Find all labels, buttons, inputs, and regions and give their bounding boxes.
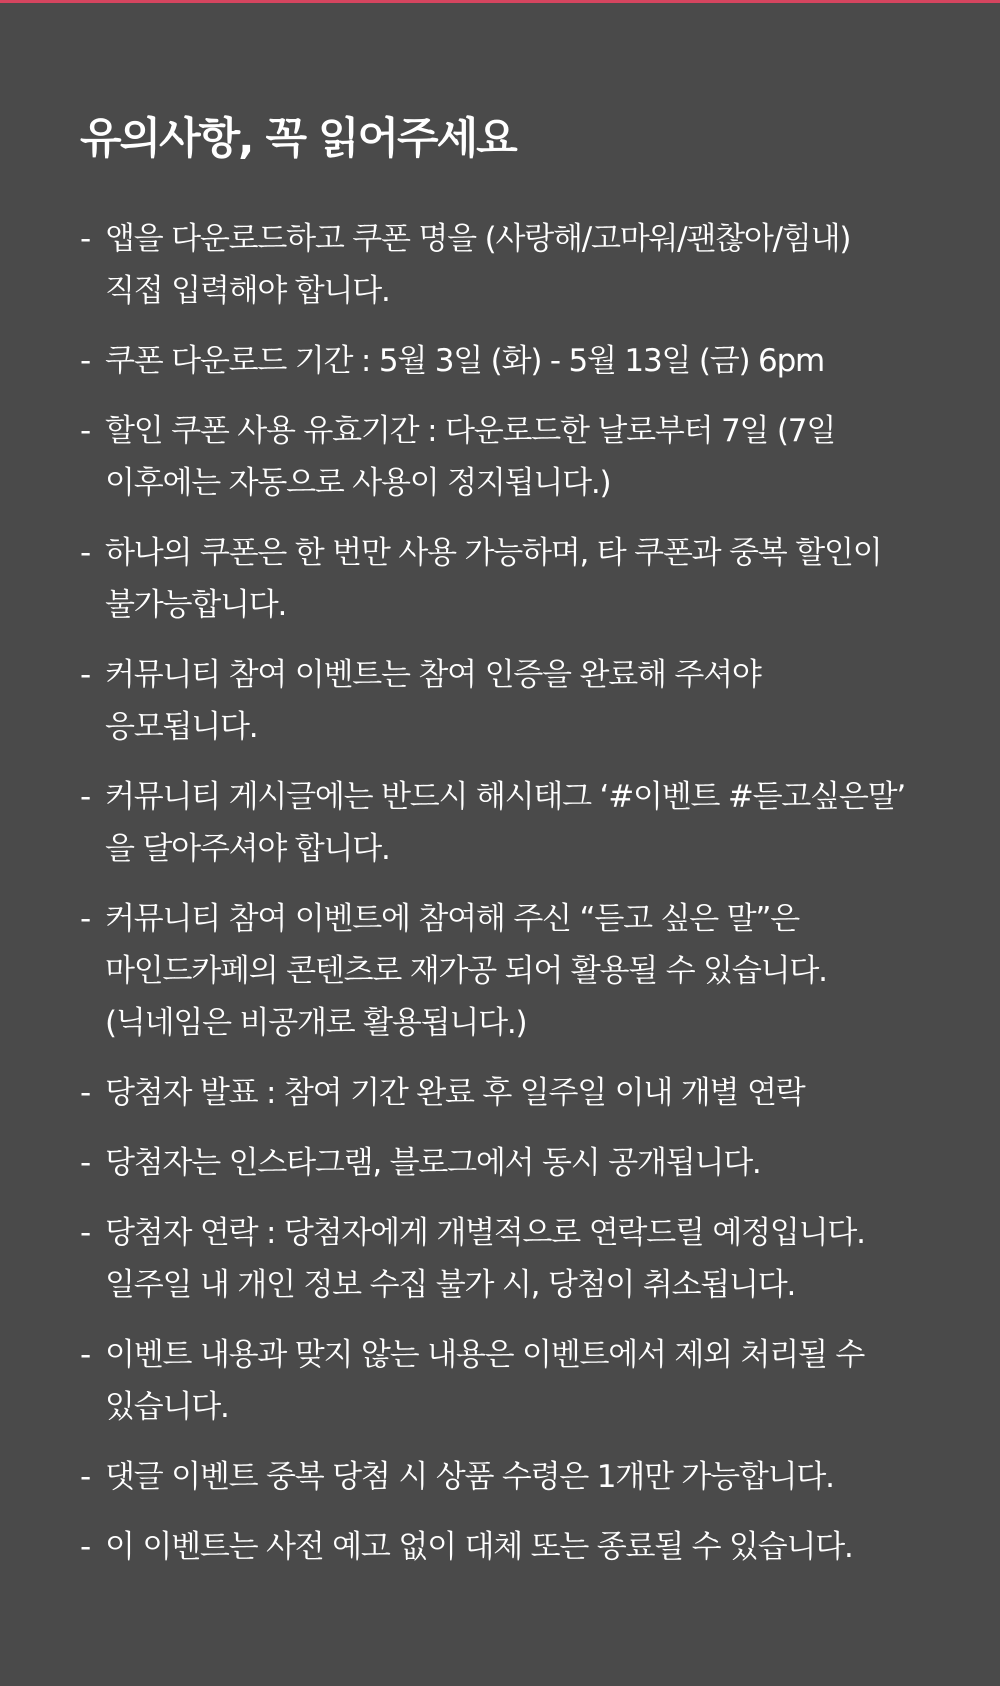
notice-item-text-line: 당첨자 발표 : 참여 기간 완료 후 일주일 이내 개별 연락 (105, 1075, 805, 1111)
notice-bullet: - (80, 779, 90, 815)
notice-item (80, 213, 940, 317)
notice-bullet: - (80, 413, 90, 449)
notice-item (80, 1329, 940, 1433)
notice-item-text-line: 하나의 쿠폰은 한 번만 사용 가능하며, 타 쿠폰과 중복 할인이 (105, 535, 882, 571)
notice-bullet: - (80, 1337, 90, 1373)
notice-bullet: - (80, 657, 90, 693)
notice-item (80, 1137, 940, 1189)
notice-item (80, 893, 940, 1049)
top-accent-border (0, 0, 1000, 3)
notice-bullet: - (80, 343, 90, 379)
notice-item-text-line: 있습니다. (105, 1389, 229, 1425)
notice-item (80, 649, 940, 753)
notice-item (80, 1451, 940, 1503)
notice-title: 유의사항, 꼭 읽어주세요 (80, 114, 516, 164)
notice-item-text-line: 이후에는 자동으로 사용이 정지됩니다.) (105, 465, 611, 501)
notice-list (80, 213, 940, 1573)
notice-item-text-line: 이벤트 내용과 맞지 않는 내용은 이벤트에서 제외 처리될 수 (105, 1337, 865, 1373)
notice-item-text-line: 당첨자 연락 : 당첨자에게 개별적으로 연락드릴 예정입니다. (105, 1215, 865, 1251)
notice-bullet: - (80, 901, 90, 937)
notice-item (80, 1207, 940, 1311)
notice-bullet: - (80, 1529, 90, 1565)
notice-item-text-line: 불가능합니다. (105, 587, 287, 623)
notice-bullet: - (80, 1075, 90, 1111)
notice-bullet: - (80, 1145, 90, 1181)
notice-bullet: - (80, 1459, 90, 1495)
notice-bullet: - (80, 1215, 90, 1251)
notice-item-text-line: 마인드카페의 콘텐츠로 재가공 되어 활용될 수 있습니다. (105, 953, 827, 989)
notice-item (80, 335, 940, 387)
notice-bullet: - (80, 221, 90, 257)
notice-item-text-line: 댓글 이벤트 중복 당첨 시 상품 수령은 1개만 가능합니다. (105, 1459, 834, 1495)
notice-item-text-line: 쿠폰 다운로드 기간 : 5월 3일 (화) - 5월 13일 (금) 6pm (105, 343, 825, 379)
notice-item-text-line: 할인 쿠폰 사용 유효기간 : 다운로드한 날로부터 7일 (7일 (105, 413, 836, 449)
notice-item (80, 405, 940, 509)
notice-item-text-line: 이 이벤트는 사전 예고 없이 대체 또는 종료될 수 있습니다. (105, 1529, 853, 1565)
notice-item-text-line: 커뮤니티 참여 이벤트에 참여해 주신 “듣고 싶은 말”은 (105, 901, 799, 937)
notice-item-text-line: (닉네임은 비공개로 활용됩니다.) (105, 1005, 527, 1041)
notice-item-text-line: 커뮤니티 참여 이벤트는 참여 인증을 완료해 주셔야 (105, 657, 761, 693)
notice-bullet: - (80, 535, 90, 571)
notice-item-text-line: 응모됩니다. (105, 709, 258, 745)
notice-item (80, 1067, 940, 1119)
notice-item (80, 771, 940, 875)
notice-item-text-line: 직접 입력해야 합니다. (105, 273, 390, 309)
notice-item (80, 1521, 940, 1573)
notice-item-text-line: 커뮤니티 게시글에는 반드시 해시태그 ‘#이벤트 #듣고싶은말’ (105, 779, 906, 815)
notice-item-text-line: 을 달아주셔야 합니다. (105, 831, 390, 867)
notice-item-text-line: 당첨자는 인스타그램, 블로그에서 동시 공개됩니다. (105, 1145, 761, 1181)
notice-item-text-line: 일주일 내 개인 정보 수집 불가 시, 당첨이 취소됩니다. (105, 1267, 796, 1303)
notice-item-text-line: 앱을 다운로드하고 쿠폰 명을 (사랑해/고마워/괜찮아/힘내) (105, 221, 851, 257)
notice-item (80, 527, 940, 631)
event-notice-section (80, 108, 940, 1573)
